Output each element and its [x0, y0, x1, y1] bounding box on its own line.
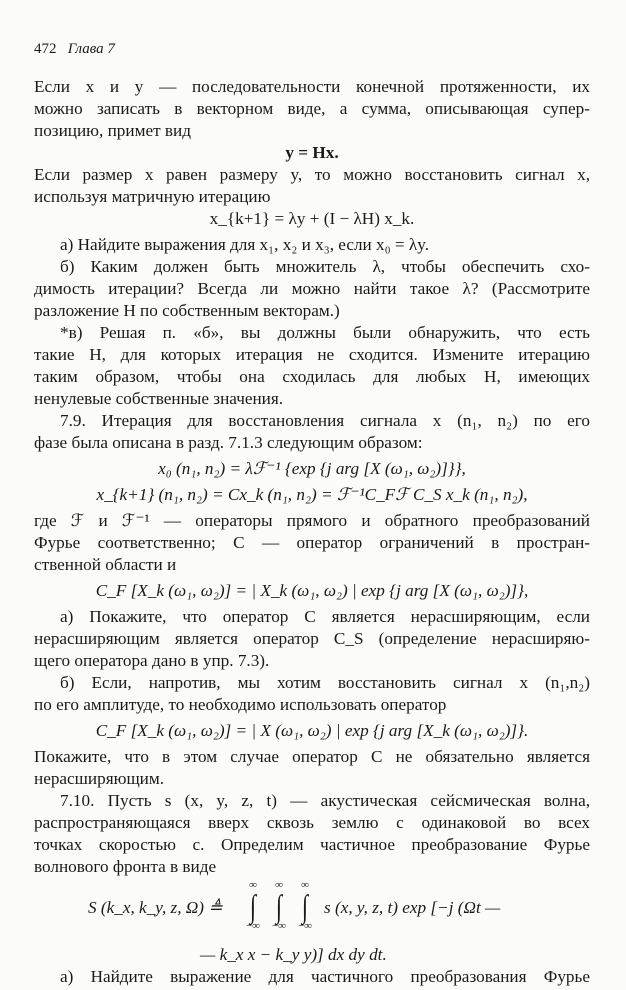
text-line: используя матричную итерацию: [34, 187, 271, 206]
page-header: [34, 38, 590, 60]
text-line: димость итерации? Всегда ли можно найти такое λ? (Рассмотрите: [34, 279, 590, 298]
equation: x₀ (n₁, n₂) = λℱ⁻¹ {exp {j arg [X (ω₁, ω₂)]}},: [158, 459, 466, 478]
integral-sign: ∞ ∫ −∞: [271, 879, 287, 932]
text-line: б) Каким должен быть множитель λ, чтобы обеспечить схо-: [60, 257, 590, 276]
text-line: ненулевые собственные значения.: [34, 389, 284, 408]
text-line: таким образом, чтобы она сходилась для любых H, имеющих: [34, 367, 590, 386]
text-line: позицию, примет вид: [34, 121, 191, 140]
text-line: такие H, для которых итерация не сходится. Измените итерацию: [34, 345, 590, 364]
text-line: точках скоростью c. Определим частичное преобразование Фурье: [34, 835, 590, 854]
text-line: фазе была описана в разд. 7.1.3 следующим образом:: [34, 433, 423, 452]
text-line: а) Найдите выражения для x₁, x₂ и x₃, если x₀ = λy.: [60, 235, 430, 254]
integral-equation: [88, 880, 558, 940]
integral-sign: ∞ ∫ −∞: [245, 879, 261, 932]
text-line: б) Если, напротив, мы хотим восстановить сигнал x (n₁,n₂): [60, 673, 590, 692]
text-line: Если размер x равен размеру y, то можно восстановить сигнал x,: [34, 165, 590, 184]
text-line: можно записать в векторном виде, а сумма, описывающая супер-: [34, 99, 590, 118]
text-line: 7.10. Пусть s (x, y, z, t) — акустическая сейсмическая волна,: [60, 791, 590, 810]
text-line: а) Найдите выражение для частичного преобразования Фурье: [60, 967, 590, 986]
text-line: 7.9. Итерация для восстановления сигнала x (n₁, n₂) по его: [60, 411, 590, 430]
equation: C_F [X_k (ω₁, ω₂)] = | X_k (ω₁, ω₂) | exp {j arg [X (ω₁, ω₂)]},: [95, 581, 529, 600]
equation: x_{k+1} (n₁, n₂) = Cx_k (n₁, n₂) = ℱ⁻¹C_Fℱ C_S x_k (n₁, n₂),: [96, 485, 528, 504]
text-line: разложение H по собственным векторам.): [34, 301, 340, 320]
text-line: щего оператора дано в упр. 7.3).: [34, 651, 270, 670]
text-line: Фурье соответственно; C — оператор ограничений в простран-: [34, 533, 590, 552]
integral-integrand: s (x, y, z, t) exp [−j (Ωt —: [324, 898, 501, 917]
equation: y = Hx.: [285, 143, 339, 162]
integral-lhs: S (k_x, k_y, z, Ω) ≜: [88, 898, 223, 917]
page-number: 472: [34, 41, 57, 57]
text-line: нерасширяющим.: [34, 769, 165, 788]
text-line: где ℱ и ℱ⁻¹ — операторы прямого и обратного преобразований: [34, 511, 590, 530]
equation-continuation: — k_x x − k_y y)] dx dy dt.: [200, 945, 387, 964]
chapter-title: Глава 7: [67, 41, 115, 57]
equation: x_{k+1} = λy + (I − λH) x_k.: [209, 209, 415, 228]
text-line: Если x и y — последовательности конечной протяженности, их: [34, 77, 590, 96]
integral-sign: ∞ ∫ −∞: [297, 879, 313, 932]
text-line: волнового фронта в виде: [34, 857, 217, 876]
text-line: нерасширяющим является оператор C_S (определение нерасширяю-: [34, 629, 590, 648]
text-line: *в) Решая п. «б», вы должны были обнаружить, что есть: [60, 323, 590, 342]
equation: C_F [X_k (ω₁, ω₂)] = | X (ω₁, ω₂) | exp {j arg [X_k (ω₁, ω₂)]}.: [95, 721, 529, 740]
text-line: по его амплитуде, то необходимо использовать оператор: [34, 695, 447, 714]
text-line: распространяющаяся вверх сквозь землю с одинаковой во всех: [34, 813, 590, 832]
text-line: а) Покажите, что оператор C является нерасширяющим, если: [60, 607, 590, 626]
text-line: Покажите, что в этом случае оператор C не обязательно является: [34, 747, 590, 766]
text-line: ственной области и: [34, 555, 177, 574]
